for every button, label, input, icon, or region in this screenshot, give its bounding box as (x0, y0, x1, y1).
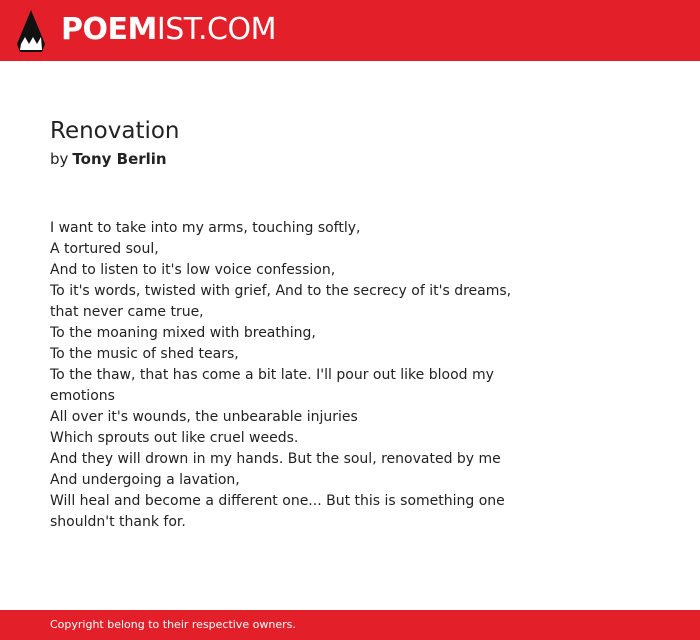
poem-line: To the music of shed tears, (50, 346, 239, 362)
poem-line: To the moaning mixed with breathing, (50, 325, 316, 341)
poem-line: And undergoing a lavation, (50, 472, 240, 488)
logo-light-text: IST.COM (156, 12, 276, 47)
poem-line: A tortured soul, (50, 241, 159, 257)
poem-line: that never came true, (50, 304, 204, 320)
poem-line: And to listen to it's low voice confession, (50, 262, 336, 278)
author-name[interactable]: Tony Berlin (72, 150, 167, 168)
site-header (0, 0, 700, 61)
site-logo[interactable] (61, 13, 276, 47)
poem-line: I want to take into my arms, touching softly, (50, 220, 361, 236)
poem-line: Will heal and become a different one... But this is something one (50, 493, 505, 509)
poem-line: emotions (50, 388, 115, 404)
poem-byline (50, 148, 167, 170)
poem-line: And they will drown in my hands. But the soul, renovated by me (50, 451, 501, 467)
poem-line: shouldn't thank for. (50, 514, 186, 530)
logo-bold-text: POEM (61, 12, 157, 47)
poem-line: To the thaw, that has come a bit late. I'll pour out like blood my (50, 367, 494, 383)
poem-body (50, 218, 520, 533)
poem-line: Which sprouts out like cruel weeds. (50, 430, 299, 446)
pencil-icon[interactable] (17, 10, 45, 52)
poem-title: Renovation (50, 118, 180, 144)
poem-line: To it's words, twisted with grief, And to the secrecy of it's dreams, (50, 283, 512, 299)
poem-line: All over it's wounds, the unbearable injuries (50, 409, 358, 425)
copyright-notice: Copyright belong to their respective owners. (50, 618, 296, 631)
site-footer (0, 610, 700, 640)
by-label: by (50, 150, 69, 168)
